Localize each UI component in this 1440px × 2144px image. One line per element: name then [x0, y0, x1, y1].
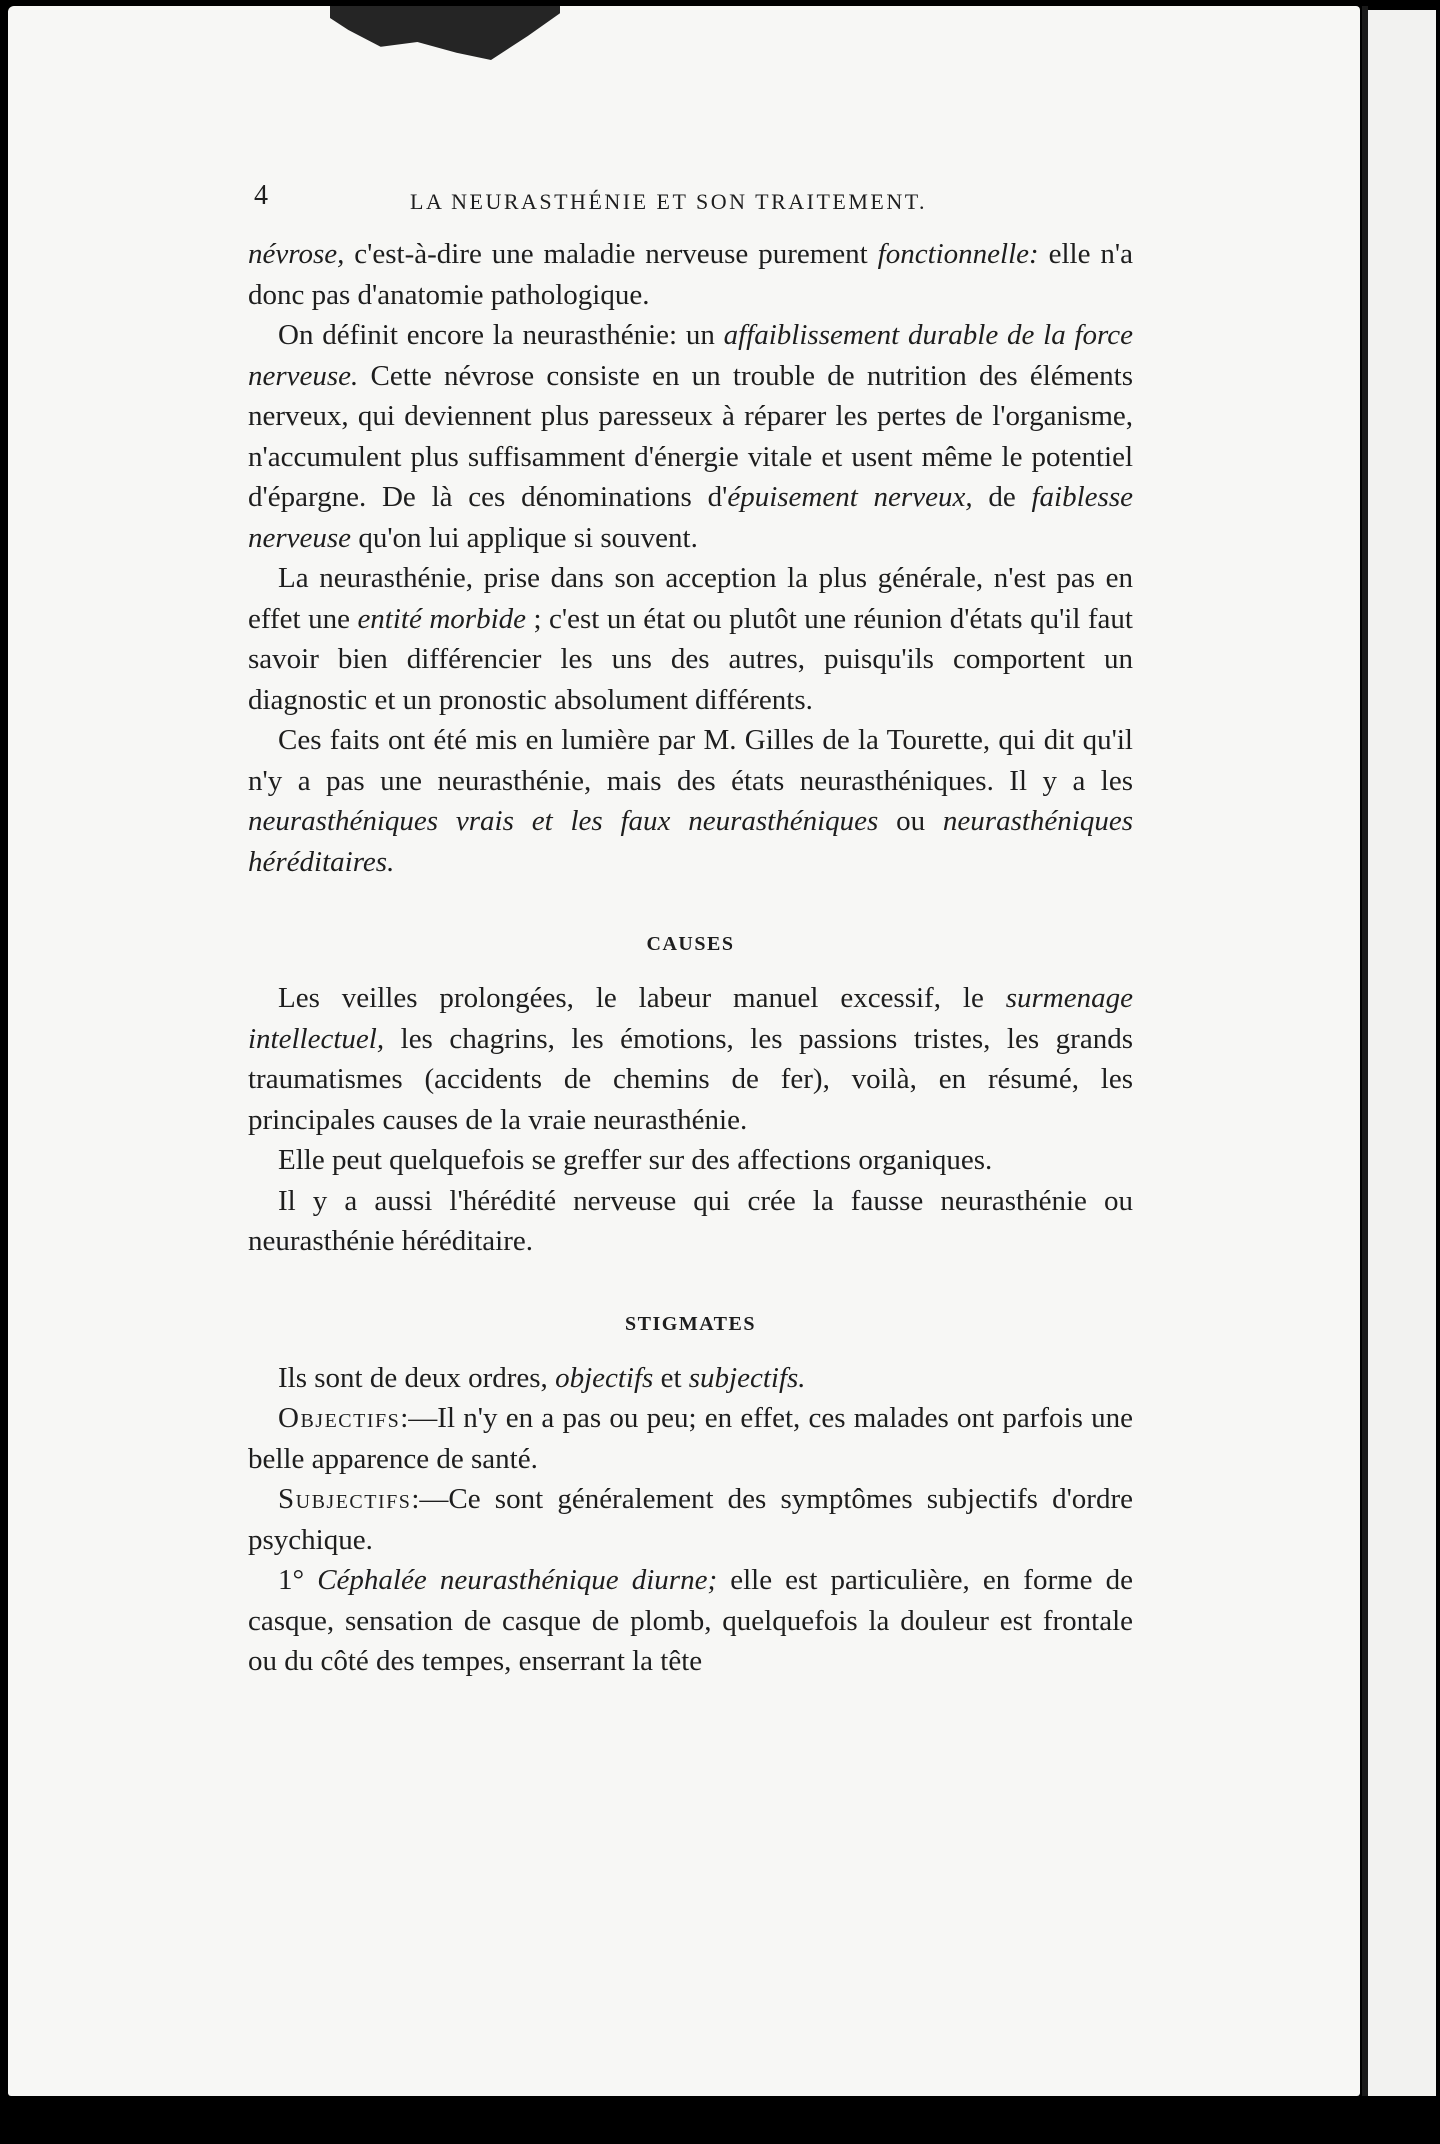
italic-term: objectifs — [555, 1361, 654, 1394]
italic-term: entité morbide — [357, 602, 526, 635]
paragraph-heredite: Il y a aussi l'hérédité nerveuse qui crée la fausse neurasthénie ou neurasthénie héréditaire. — [248, 1184, 1133, 1257]
running-head — [248, 176, 1133, 216]
paragraph-affections: Elle peut quelquefois se greffer sur des affections organiques. — [278, 1144, 993, 1176]
italic-term: surmenage intellectuel, — [248, 982, 1133, 1055]
running-title: LA NEURASTHÉNIE ET SON TRAITEMENT. — [410, 189, 928, 214]
paragraph-nevrose: névrose, c'est-à-dire une maladie nerveuse purement fonctionnelle: elle n'a donc pas d'anatomie pathologique. — [248, 238, 1133, 311]
paragraph-definition: On définit encore la neurasthénie: un affaiblissement durable de la force nerveuse. Cette névrose consiste en un trouble de nutrition des éléments nerveux, qui deviennent plus paresseux à réparer les pertes de l'organisme, n'accumulent plus suffisamment d'énergie vitale et usent même le potentiel d'épargne. De là ces dénominations d'épuisement nerveux, de faiblesse nerveuse qu'on lui applique si souvent. — [248, 319, 1133, 554]
text-column — [248, 176, 1133, 1682]
italic-term: neurasthéniques héréditaires. — [248, 805, 1134, 878]
section-heading-causes: CAUSES — [646, 933, 735, 955]
italic-term: Céphalée neurasthénique diurne; — [317, 1564, 718, 1596]
list-number: 1° — [278, 1564, 305, 1596]
section-heading-stigmates: STIGMATES — [625, 1312, 756, 1335]
next-page-edge — [1368, 10, 1436, 2096]
italic-term: fonctionnelle: — [877, 238, 1039, 270]
label-objectifs: Objectifs — [278, 1402, 401, 1434]
paragraph-subjectifs: Subjectifs:—Ce sont généralement des symptômes subjectifs d'ordre psychique. — [248, 1483, 1133, 1556]
italic-term: neurasthéniques vrais et les faux neurasthéniques — [248, 805, 879, 837]
paragraph-ordres: Ils sont de deux ordres, objectifs et subjectifs. — [278, 1361, 806, 1394]
paragraph-causes: Les veilles prolongées, le labeur manuel excessif, le surmenage intellectuel, les chagrins, les émotions, les passions tristes, les grands traumatismes (accidents de chemins de fer), voilà, en résumé, les principales causes de la vraie neurasthénie. — [248, 982, 1133, 1136]
italic-term: subjectifs. — [688, 1361, 806, 1394]
paragraph-gilles-de-la-tourette: Ces faits ont été mis en lumière par M. Gilles de la Tourette, qui dit qu'il n'y a pas une neurasthénie, mais des états neurasthéniques. Il y a les neurasthéniques vrais et les faux neurasthéniques ou neurasthéniques héréditaires. — [248, 724, 1134, 878]
paragraph-objectifs: Objectifs:—Il n'y en a pas ou peu; en effet, ces malades ont parfois une belle apparence de santé. — [248, 1402, 1133, 1475]
paragraph-acception: La neurasthénie, prise dans son acception la plus générale, n'est pas en effet une entité morbide ; c'est un état ou plutôt une réunion d'états qu'il faut savoir bien différencier les uns des autres, puisqu'ils comportent un diagnostic et un pronostic absolument différents. — [248, 562, 1133, 716]
italic-term: épuisement nerveux, — [727, 481, 973, 513]
page-number: 4 — [254, 180, 268, 211]
italic-term: affaiblissement durable de la force nerveuse. — [248, 319, 1133, 392]
label-subjectifs: Subjectifs — [278, 1483, 412, 1515]
italic-term: faiblesse nerveuse — [248, 481, 1133, 554]
paragraph-cephalee: 1° Céphalée neurasthénique diurne; elle est particulière, en forme de casque, sensation de casque de plomb, quelquefois la douleur est frontale ou du côté des tempes, enserrant la tête — [248, 1564, 1134, 1677]
italic-term: névrose, — [248, 238, 345, 270]
